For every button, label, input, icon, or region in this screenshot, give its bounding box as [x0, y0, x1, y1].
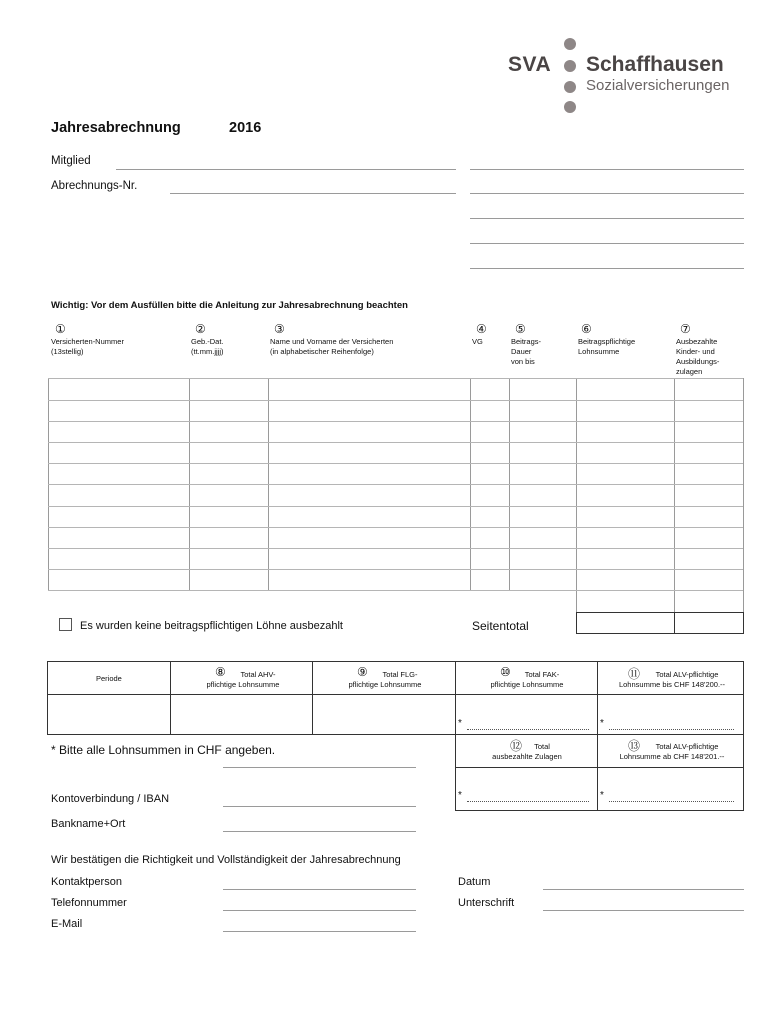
c13-number: ⑬ — [628, 739, 641, 753]
logo-dot — [564, 38, 576, 50]
iban-field[interactable] — [223, 806, 416, 807]
table-row[interactable] — [48, 569, 743, 570]
col-number: ⑦ — [680, 322, 691, 336]
c13-label: Total ALV-pflichtige Lohnsumme ab CHF 148'201.-- — [619, 742, 725, 761]
page-title: Jahresabrechnung — [51, 120, 181, 136]
c11-number: ⑪ — [628, 667, 641, 681]
unterschrift-field[interactable] — [543, 910, 744, 911]
mitglied-label: Mitglied — [51, 155, 91, 167]
c8-label: Total AHV- pflichtige Lohnsumme — [206, 670, 280, 689]
table-column-divider — [743, 378, 744, 612]
col-label: Name und Vorname der Versicherten (in alphabetischer Reihenfolge) — [270, 337, 394, 356]
col-label: VG — [472, 337, 483, 346]
table-row[interactable] — [48, 378, 743, 379]
contact-person-field[interactable] — [223, 889, 416, 890]
table-row[interactable] — [48, 463, 743, 464]
table-row[interactable] — [48, 442, 743, 443]
logo-abbr: SVA — [508, 53, 552, 76]
logo-name: Schaffhausen — [586, 53, 724, 76]
c8-number: ⑧ — [215, 665, 226, 679]
zulagen-star: * — [458, 790, 462, 801]
col-label: Beitrags- Dauer von bis — [511, 337, 542, 366]
abrechnungs-nr-field[interactable] — [170, 193, 456, 194]
c10-label: Total FAK- pflichtige Lohnsumme — [490, 670, 564, 689]
col-number: ③ — [274, 322, 285, 336]
c9-number: ⑨ — [357, 665, 368, 679]
bankname-field[interactable] — [223, 831, 416, 832]
periode-field[interactable] — [48, 695, 169, 734]
seitentotal-lohnsumme-field[interactable] — [576, 612, 675, 634]
mitglied-field[interactable] — [116, 169, 456, 170]
email-label: E-Mail — [51, 918, 83, 930]
flg-total-field[interactable] — [313, 695, 454, 734]
confirm-text: Wir bestätigen die Richtigkeit und Vollständigkeit der Jahresabrechnung — [51, 854, 401, 866]
no-wages-label: Es wurden keine beitragspflichtigen Löhne ausbezahlt — [80, 620, 343, 632]
alv-high-total-field[interactable] — [609, 801, 734, 802]
col-label: Geb.-Dat. (tt.mm.jjjj) — [191, 337, 224, 356]
chf-note-line[interactable] — [223, 767, 416, 768]
summary-divider — [597, 661, 598, 811]
zulagen-total-field[interactable] — [467, 801, 589, 802]
unterschrift-label: Unterschrift — [458, 897, 515, 909]
notice: Wichtig: Vor dem Ausfüllen bitte die Anleitung zur Jahresabrechnung beachten — [51, 300, 408, 311]
table-row[interactable] — [48, 527, 743, 528]
seitentotal-zulagen-field[interactable] — [674, 612, 744, 634]
summary-divider — [455, 661, 456, 811]
c10-number: ⑩ — [500, 665, 511, 679]
table-row[interactable] — [48, 590, 743, 591]
email-field[interactable] — [223, 931, 416, 932]
contact-person-label: Kontaktperson — [51, 876, 122, 888]
col-label: Versicherten-Nummer (13stellig) — [51, 337, 124, 356]
address-line[interactable] — [470, 193, 744, 194]
datum-label: Datum — [458, 876, 491, 888]
col-label: Ausbezahlte Kinder- und Ausbildungs- zulagen — [676, 337, 720, 376]
fak-star: * — [458, 718, 462, 729]
c11-label: Total ALV-pflichtige Lohnsumme bis CHF 148'200.-- — [618, 670, 726, 689]
address-line[interactable] — [470, 243, 744, 244]
c9-label: Total FLG- pflichtige Lohnsumme — [348, 670, 422, 689]
fak-total-field[interactable] — [467, 729, 589, 730]
address-line[interactable] — [470, 169, 744, 170]
alv-total-field[interactable] — [609, 729, 734, 730]
logo-dot — [564, 101, 576, 113]
summary-divider — [455, 767, 743, 768]
telefon-label: Telefonnummer — [51, 897, 127, 909]
col-number: ⑤ — [515, 322, 526, 336]
col-number: ① — [55, 322, 66, 336]
chf-note: * Bitte alle Lohnsummen in CHF angeben. — [51, 743, 276, 757]
page-year: 2016 — [229, 120, 262, 136]
no-wages-checkbox[interactable] — [59, 618, 72, 631]
table-row[interactable] — [48, 421, 743, 422]
datum-field[interactable] — [543, 889, 744, 890]
ahv-total-field[interactable] — [171, 695, 311, 734]
address-line[interactable] — [470, 268, 744, 269]
table-row[interactable] — [48, 400, 743, 401]
address-line[interactable] — [470, 218, 744, 219]
table-column-divider — [576, 378, 577, 612]
c12-number: ⑫ — [510, 739, 523, 753]
table-row[interactable] — [48, 506, 743, 507]
seitentotal-label: Seitentotal — [472, 619, 529, 633]
alv-high-star: * — [600, 790, 604, 801]
table-column-divider — [674, 378, 675, 612]
logo-dot — [564, 60, 576, 72]
summary-divider — [455, 810, 743, 811]
col-number: ② — [195, 322, 206, 336]
konto-label: Kontoverbindung / IBAN — [51, 793, 170, 805]
col-label: Beitragspflichtige Lohnsumme — [578, 337, 636, 356]
col-number: ⑥ — [581, 322, 592, 336]
summary-divider — [743, 734, 744, 811]
col-number: ④ — [476, 322, 487, 336]
telefon-field[interactable] — [223, 910, 416, 911]
abrechnungs-nr-label: Abrechnungs-Nr. — [51, 180, 138, 192]
logo-subtitle: Sozialversicherungen — [586, 77, 730, 94]
table-row[interactable] — [48, 548, 743, 549]
table-row[interactable] — [48, 484, 743, 485]
alv-star: * — [600, 718, 604, 729]
c12-label: Total ausbezahlte Zulagen — [492, 742, 562, 761]
periode-label: Periode — [96, 674, 122, 683]
logo-dot — [564, 81, 576, 93]
bankname-label: Bankname+Ort — [51, 818, 126, 830]
